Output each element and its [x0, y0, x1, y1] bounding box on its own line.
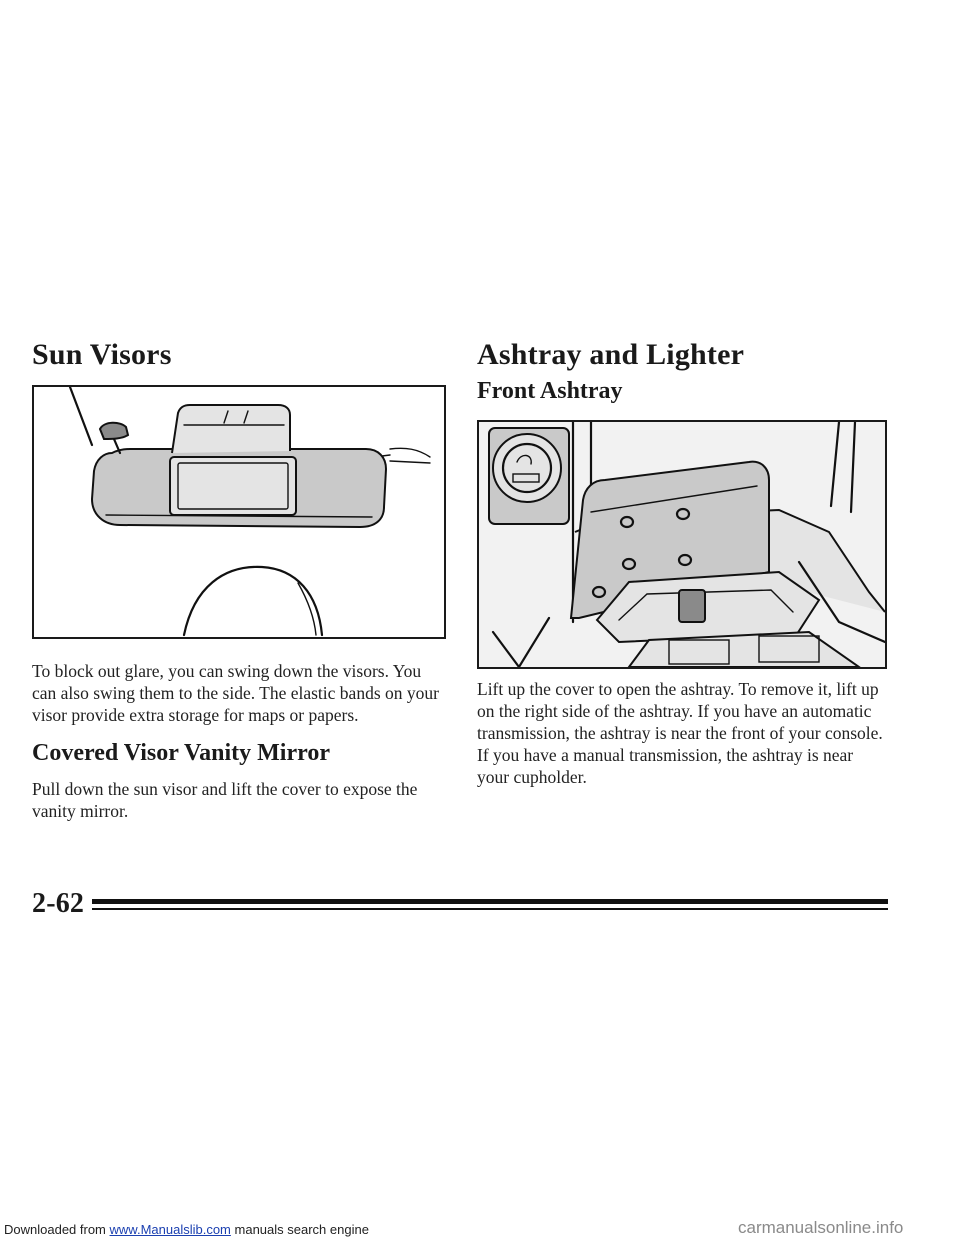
- ashtray-illustration: [477, 420, 887, 669]
- page-number: 2-62: [32, 888, 85, 919]
- front-ashtray-heading: Front Ashtray: [477, 378, 623, 404]
- watermark: carmanualsonline.info: [738, 1218, 904, 1237]
- sun-visor-illustration: [32, 385, 446, 639]
- manualslib-link[interactable]: www.Manualslib.com: [109, 1222, 231, 1237]
- footer-rule-thick: [92, 899, 888, 904]
- covered-visor-body: Pull down the sun visor and lift the cover to expose the vanity mirror.: [32, 779, 418, 821]
- footer-suffix: manuals search engine: [234, 1222, 369, 1237]
- download-footer: [4, 1222, 369, 1237]
- front-ashtray-body: Lift up the cover to open the ashtray. To remove it, lift up on the right side of the ashtray. If you have an automatic transmission, the ashtray is near the front of your console. If you have a manual transmission, the ashtray is near your cupholder.: [477, 679, 883, 787]
- covered-visor-heading: Covered Visor Vanity Mirror: [32, 740, 330, 766]
- footer-rule-thin: [92, 908, 888, 910]
- ashtray-heading: Ashtray and Lighter: [477, 338, 745, 371]
- footer-prefix: Downloaded from: [4, 1222, 106, 1237]
- sun-visors-heading: Sun Visors: [32, 338, 172, 371]
- sun-visors-body: To block out glare, you can swing down the visors. You can also swing them to the side. The elastic bands on your visor provide extra storage for maps or papers.: [32, 661, 439, 725]
